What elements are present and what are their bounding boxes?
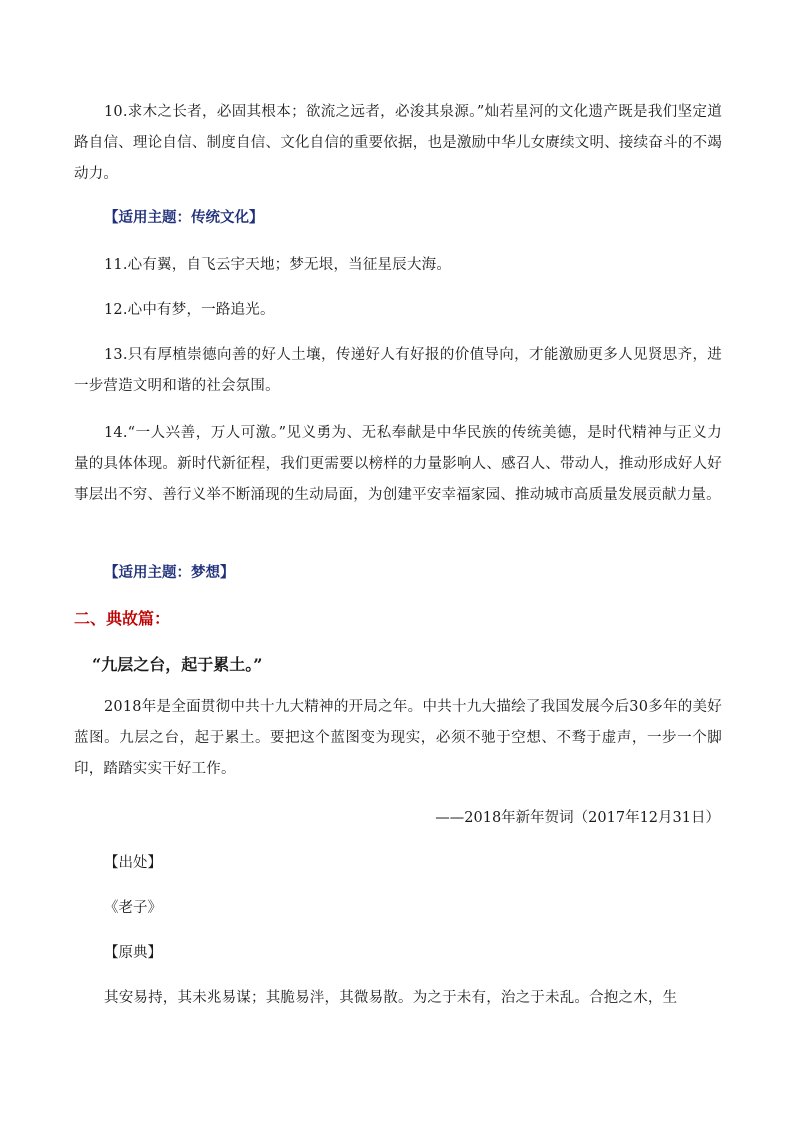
theme-label-dream: 【适用主题：梦想】 bbox=[104, 564, 235, 581]
quote-item-12: 12.心中有梦，一路追光。 bbox=[104, 302, 275, 318]
section-heading-allusions: 二、典故篇： bbox=[74, 609, 171, 628]
quote-item-14: 14.“一人兴善，万人可激。”见义勇为、无私奉献是中华民族的传统美德，是时代精神与正义力量的具体体现。新时代新征程，我们更需要以榜样的力量影响人、感召人、带动人，推动形成好人好事层出不穷、善行义举不断涌现的生动局面，为创建平安幸福家园、推动城市高质量发展贡献力量。 bbox=[74, 425, 722, 503]
allusion-attribution: ——2018年新年贺词（2017年12月31日） bbox=[435, 810, 720, 826]
theme-label-traditional-culture: 【适用主题：传统文化】 bbox=[104, 209, 264, 226]
quote-item-10: 10.求木之长者，必固其根本；欲流之远者，必浚其泉源。”灿若星河的文化遗产既是我们坚定道路自信、理论自信、制度自信、文化自信的重要依据，也是激励中华儿女赓续文明、接续奋斗的不竭动力。 bbox=[74, 104, 722, 182]
quote-item-13: 13.只有厚植崇德向善的好人土壤，传递好人有好报的价值导向，才能激励更多人见贤思齐，进一步营造文明和谐的社会氛围。 bbox=[74, 347, 722, 394]
allusion-quote-title: “九层之台，起于累土。” bbox=[92, 655, 263, 674]
source-label: 【出处】 bbox=[104, 855, 162, 871]
source-text: 《老子》 bbox=[104, 900, 162, 916]
original-text-label: 【原典】 bbox=[104, 945, 162, 961]
allusion-body-paragraph: 2018年是全面贯彻中共十九大精神的开局之年。中共十九大描绘了我国发展今后30多年的美好蓝图。九层之台，起于累土。要把这个蓝图变为现实，必须不驰于空想、不骛于虚声，一步一个脚印，踏踏实实干好工作。 bbox=[74, 699, 722, 777]
quote-item-11: 11.心有翼，自飞云宇天地；梦无垠，当征星辰大海。 bbox=[104, 257, 452, 273]
original-text-paragraph: 其安易持，其未兆易谋；其脆易泮，其微易散。为之于未有，治之于未乱。合抱之木，生 bbox=[104, 990, 678, 1006]
